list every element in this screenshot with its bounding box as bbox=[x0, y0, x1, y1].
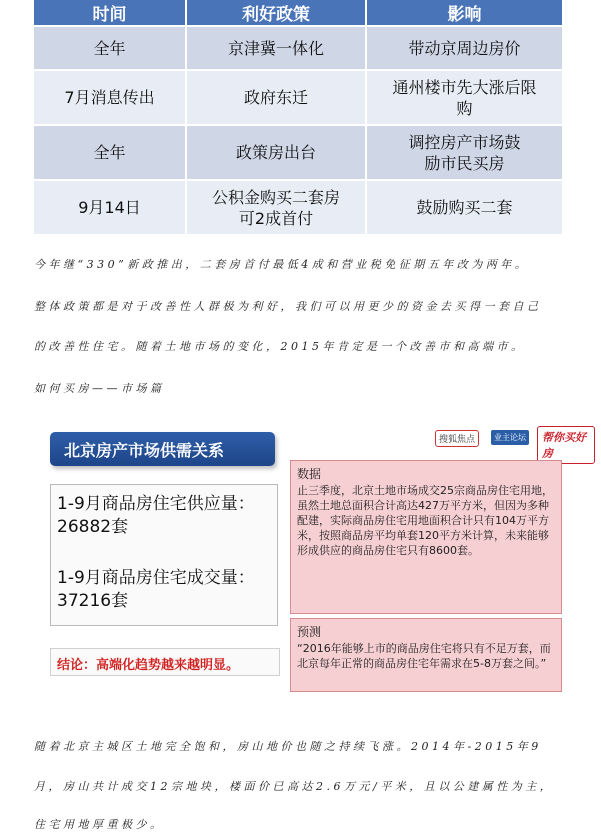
table-row bbox=[34, 125, 562, 180]
policy-table-header-row bbox=[34, 0, 562, 26]
cell-impact: 鼓励购买二套 bbox=[366, 180, 562, 234]
cell-time: 9月14日 bbox=[34, 180, 186, 234]
supply-figure: 1-9月商品房住宅供应量： 26882套 bbox=[57, 494, 255, 537]
cell-time: 7月消息传出 bbox=[34, 70, 186, 125]
cell-policy: 公积金购买二套房可2成首付 bbox=[186, 180, 366, 234]
header-time: 时间 bbox=[34, 0, 186, 26]
brand-logos bbox=[435, 426, 595, 460]
paragraph-1-line: 的改善性住宅。随着土地市场的变化，2015年肯定是一个改善市和高端市。 bbox=[34, 340, 526, 353]
data-box bbox=[290, 460, 562, 614]
cell-impact: 通州楼市先大涨后限购 bbox=[366, 70, 562, 125]
paragraph-2-line: 住宅用地厚重极少。 bbox=[34, 818, 165, 831]
forecast-box bbox=[290, 618, 562, 692]
cell-policy: 政府东迁 bbox=[186, 70, 366, 125]
cell-time: 全年 bbox=[34, 26, 186, 70]
paragraph-1-line: 整体政策都是对于改善性人群极为利好，我们可以用更少的资金去买得一套自己 bbox=[34, 300, 542, 313]
sohu-focus-logo: 搜狐焦点 bbox=[435, 430, 479, 447]
cell-time: 全年 bbox=[34, 125, 186, 180]
paragraph-2-line: 月，房山共计成交12宗地块，楼面价已高达2.6万元/平米，且以公建属性为主， bbox=[34, 780, 555, 793]
table-row bbox=[34, 180, 562, 234]
infographic-title: 北京房产市场供需关系 bbox=[50, 432, 275, 466]
deal-figure: 1-9月商品房住宅成交量：37216套 bbox=[57, 568, 255, 611]
paragraph-2-line: 随着北京主城区土地完全饱和，房山地价也随之持续飞涨。2014年-2015年9 bbox=[34, 740, 542, 753]
section-heading: 如何买房——市场篇 bbox=[34, 382, 165, 395]
forecast-title: 预测 bbox=[297, 625, 322, 639]
market-infographic bbox=[50, 420, 588, 690]
conclusion-text: 结论：高端化趋势越来越明显。 bbox=[50, 648, 280, 676]
owner-forum-logo: 业主论坛 bbox=[491, 430, 529, 445]
table-row bbox=[34, 70, 562, 125]
data-text: 止三季度，北京土地市场成交25宗商品房住宅用地，虽然土地总面积合计高达427万平方米，但因为多种配建，实际商品房住宅用地面积合计只有104万平方米，按照商品房平均单套120平方米计算，未来能够形成供应的商品房住宅只有8600套。 bbox=[297, 484, 553, 557]
paragraph-1-line: 今年继“330”新政推出，二套房首付最低4成和营业税免征期五年改为两年。 bbox=[34, 258, 530, 271]
cell-policy: 政策房出台 bbox=[186, 125, 366, 180]
cell-impact: 调控房产市场鼓励市民买房 bbox=[366, 125, 562, 180]
cell-impact: 带动京周边房价 bbox=[366, 26, 562, 70]
supply-demand-box bbox=[50, 484, 278, 626]
forecast-text: “2016年能够上市的商品房住宅将只有不足万套，而北京每年正常的商品房住宅年需求在5-8万套之间。” bbox=[297, 642, 551, 670]
data-title: 数据 bbox=[297, 467, 322, 481]
help-buy-logo: 帮你买好房 bbox=[537, 426, 595, 464]
cell-policy: 京津冀一体化 bbox=[186, 26, 366, 70]
header-policy: 利好政策 bbox=[186, 0, 366, 26]
table-row bbox=[34, 26, 562, 70]
policy-table bbox=[34, 0, 562, 234]
header-impact: 影响 bbox=[366, 0, 562, 26]
